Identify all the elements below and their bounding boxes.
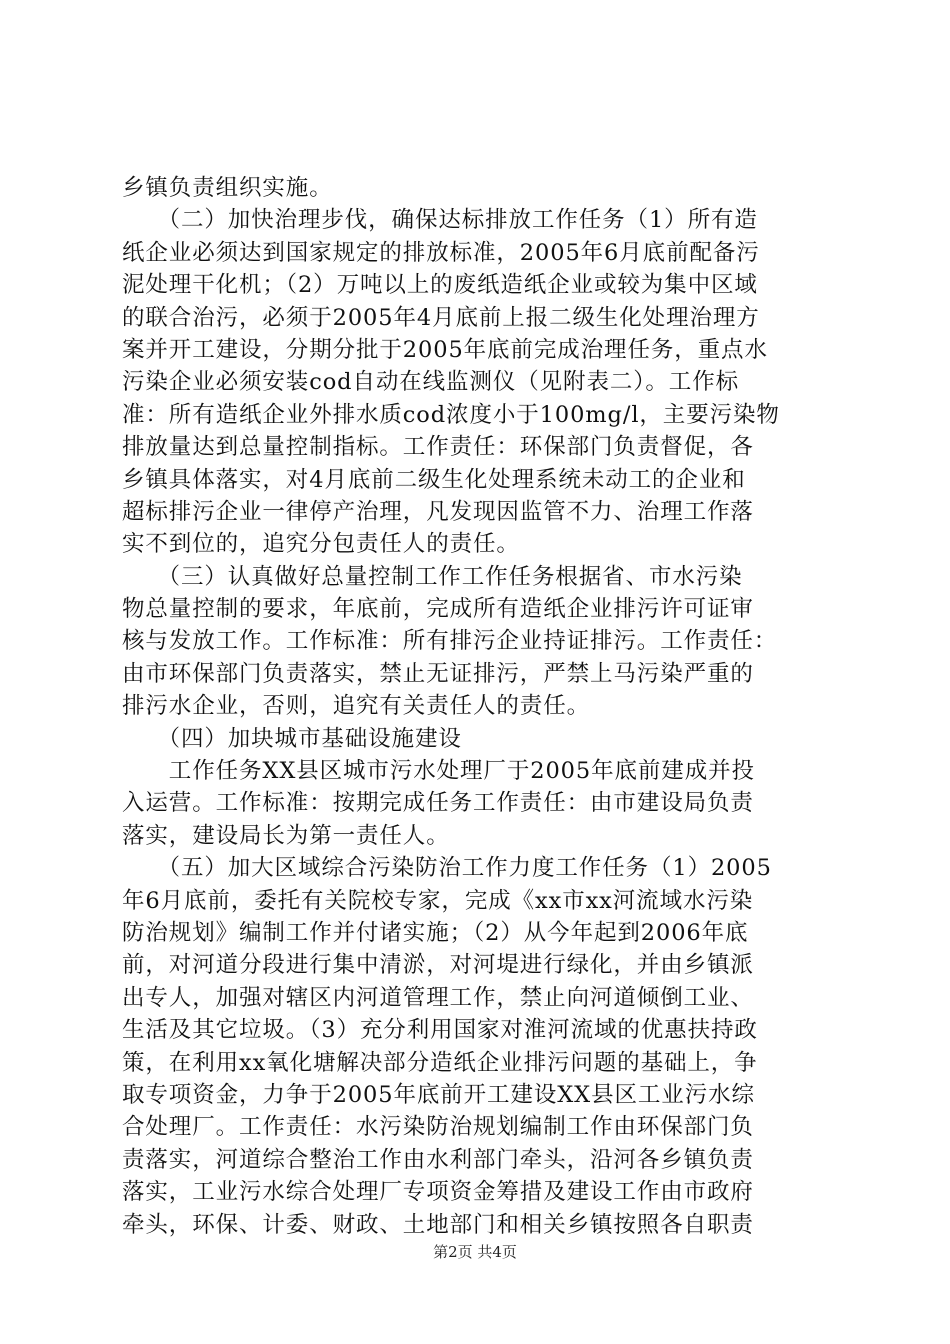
text-line: 泥处理干化机；（2）万吨以上的废纸造纸企业或较为集中区域: [122, 272, 758, 299]
text-line: 落实，工业污水综合处理厂专项资金筹措及建设工作由市政府: [122, 1179, 754, 1206]
text-line: 防治规划》编制工作并付诸实施；（2）从今年起到2006年底: [122, 919, 749, 946]
text-line: 责落实，河道综合整治工作由水利部门牵头，沿河各乡镇负责: [122, 1146, 754, 1173]
text-line: 年6月底前，委托有关院校专家，完成《xx市xx河流域水污染: [122, 887, 754, 914]
text-line: 案并开工建设，分期分批于2005年底前完成治理任务，重点水: [122, 336, 768, 363]
text-line: 策，在利用xx氧化塘解决部分造纸企业排污问题的基础上，争: [122, 1049, 758, 1076]
text-line: 落实，建设局长为第一责任人。: [122, 822, 450, 849]
text-line: 纸企业必须达到国家规定的排放标准，2005年6月底前配备污: [122, 239, 760, 266]
text-line: 取专项资金，力争于2005年底前开工建设XX县区工业污水综: [122, 1081, 755, 1108]
text-line: 核与发放工作。工作标准：所有排污企业持证排污。工作责任：: [122, 628, 778, 655]
text-line: 排放量达到总量控制指标。工作责任：环保部门负责督促，各: [122, 434, 754, 461]
text-line: 出专人，加强对辖区内河道管理工作，禁止向河道倾倒工业、: [122, 984, 754, 1011]
text-line: 的联合治污，必须于2005年4月底前上报二级生化处理治理方: [122, 304, 760, 331]
text-line: 排污水企业，否则，追究有关责任人的责任。: [122, 693, 591, 720]
section-heading: （四）加块城市基础设施建设: [122, 725, 462, 752]
text-line: 乡镇具体落实，对4月底前二级生化处理系统未动工的企业和: [122, 466, 746, 493]
text-line: 牵头，环保、计委、财政、土地部门和相关乡镇按照各自职责: [122, 1211, 754, 1238]
text-line: （三）认真做好总量控制工作工作任务根据省、市水污染: [122, 563, 743, 590]
text-line: 物总量控制的要求，年底前，完成所有造纸企业排污许可证审: [122, 596, 754, 623]
text-line: 入运营。工作标准：按期完成任务工作责任：由市建设局负责: [122, 790, 754, 817]
text-line: 工作任务XX县区城市污水处理厂于2005年底前建成并投: [122, 758, 755, 785]
text-line: 实不到位的，追究分包责任人的责任。: [122, 531, 520, 558]
text-line: 由市环保部门负责落实，禁止无证排污，严禁上马污染严重的: [122, 660, 754, 687]
text-line: （五）加大区域综合污染防治工作力度工作任务（1）2005: [122, 855, 772, 882]
text-line: 乡镇负责组织实施。: [122, 175, 333, 201]
page-number-footer: 第2页 共4页: [433, 1243, 517, 1261]
document-body: [122, 172, 832, 1241]
text-line: 污染企业必须安装cod自动在线监测仪（见附表二）。工作标: [122, 369, 740, 396]
text-line: 前，对河道分段进行集中清淤，对河堤进行绿化，并由乡镇派: [122, 952, 754, 979]
text-line: 准：所有造纸企业外排水质cod浓度小于100mg/l，主要污染物: [122, 401, 780, 428]
text-line: （二）加快治理步伐，确保达标排放工作任务（1）所有造: [122, 207, 758, 234]
text-line: 生活及其它垃圾。（3）充分利用国家对淮河流域的优惠扶持政: [122, 1017, 758, 1044]
text-line: 合处理厂。工作责任：水污染防治规划编制工作由环保部门负: [122, 1114, 754, 1141]
text-line: 超标排污企业一律停产治理，凡发现因监管不力、治理工作落: [122, 498, 754, 525]
